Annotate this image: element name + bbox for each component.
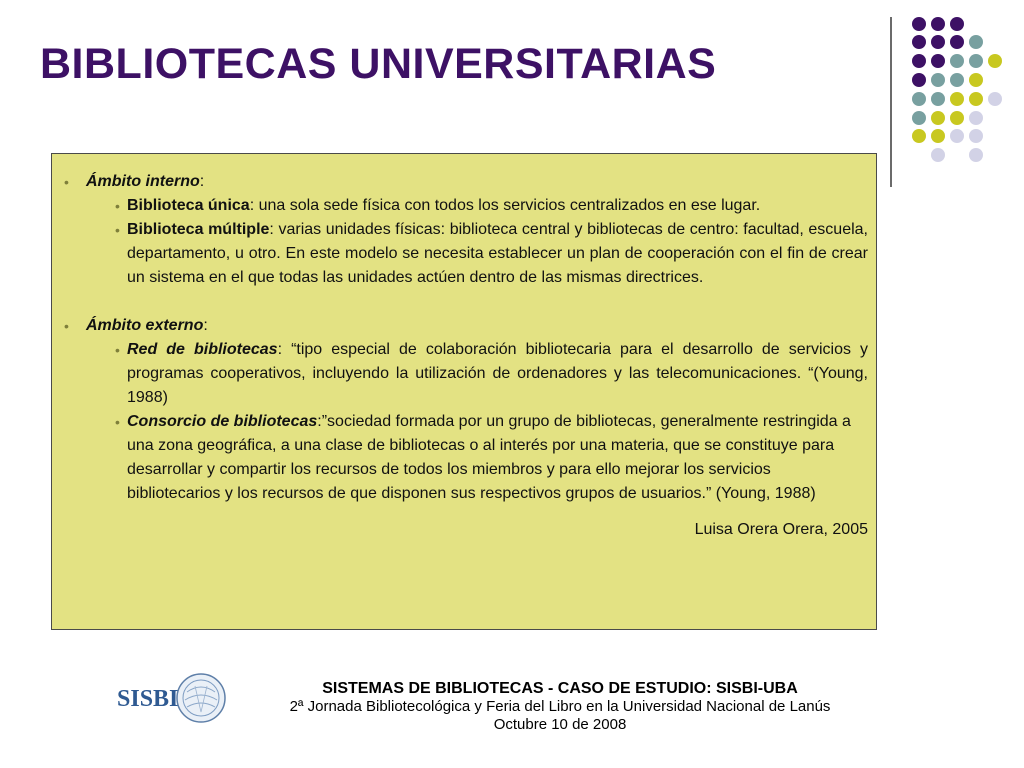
footer-subtitle: 2ª Jornada Bibliotecológica y Feria del Libro en la Universidad Nacional de Lanús: [289, 698, 831, 715]
decorative-dot: [950, 17, 964, 31]
spacer: [60, 290, 868, 314]
section-heading-external: [60, 314, 868, 338]
decorative-dot: [931, 54, 945, 68]
item-term: Biblioteca múltiple: [127, 221, 270, 238]
sisbi-logo-graphic: [115, 672, 230, 724]
decorative-dot: [912, 17, 926, 31]
decorative-divider: [890, 17, 892, 187]
decorative-dot: [912, 111, 926, 125]
section-heading-text: Ámbito interno: [86, 173, 200, 190]
bullet-icon: •: [115, 342, 120, 358]
list-item: [60, 338, 868, 410]
decorative-dot: [912, 92, 926, 106]
bullet-icon: •: [64, 174, 69, 190]
sisbi-logo: [115, 672, 230, 724]
decorative-dot: [931, 148, 945, 162]
decorative-dot: [988, 54, 1002, 68]
decorative-dot: [950, 111, 964, 125]
decorative-dot: [912, 54, 926, 68]
decorative-dot: [912, 129, 926, 143]
decorative-dot: [950, 35, 964, 49]
list-item: [60, 194, 868, 218]
bullet-icon: •: [115, 198, 120, 214]
decorative-dot: [931, 35, 945, 49]
decorative-dot: [931, 17, 945, 31]
slide-title: BIBLIOTECAS UNIVERSITARIAS: [40, 40, 717, 88]
decorative-dot: [912, 73, 926, 87]
decorative-dot: [969, 129, 983, 143]
list-item: [60, 410, 868, 506]
footer-date: Octubre 10 de 2008: [493, 716, 627, 733]
bullet-icon: •: [115, 222, 120, 238]
decorative-dot: [969, 148, 983, 162]
bullet-icon: •: [115, 414, 120, 430]
decorative-dot: [969, 54, 983, 68]
section-heading-internal: [60, 170, 868, 194]
decorative-dot: [988, 92, 1002, 106]
heading-suffix: :: [203, 317, 208, 334]
item-term: Red de bibliotecas: [127, 341, 278, 358]
item-term: Biblioteca única: [127, 197, 250, 214]
decorative-dot: [950, 54, 964, 68]
decorative-dot: [969, 73, 983, 87]
item-term: Consorcio de bibliotecas: [127, 413, 318, 430]
decorative-dot: [950, 73, 964, 87]
item-text: : “tipo especial de colaboración bibliotecaria para el desarrollo de servicios y programas cooperativos, incluyendo la utilización de ordenadores y las telecomunicaciones. “(Young, 1988): [127, 341, 869, 406]
decorative-dot: [969, 35, 983, 49]
item-text: : una sola sede física con todos los servicios centralizados en ese lugar.: [249, 197, 761, 214]
decorative-dot: [931, 73, 945, 87]
bullet-icon: •: [64, 318, 69, 334]
citation-signature: Luisa Orera Orera, 2005: [694, 521, 868, 538]
footer: [250, 680, 870, 734]
item-text: :”sociedad formada por un grupo de bibliotecas, generalmente restringida a una zona geográfica, a una clase de bibliotecas o al interés por una materia, que se constituye para desarrollar y compartir los recursos de todos los miembros y para ello mejorar los servicios bibliotecarios y los recursos de que disponen sus respectivos grupos de usuarios.” (Young, 1988): [127, 413, 851, 502]
item-text: : varias unidades físicas: biblioteca central y bibliotecas de centro: facultad, escuela, departamento, u otro. En este modelo se necesita establecer un plan de cooperación con el fin de crear un sistema en el que todas las unidades actúen dentro de las mismas directrices.: [127, 221, 868, 286]
decorative-dot: [950, 129, 964, 143]
logo-wordmark: SISBI: [117, 686, 179, 712]
decorative-dot: [969, 111, 983, 125]
footer-title: SISTEMAS DE BIBLIOTECAS - CASO DE ESTUDIO: SISBI-UBA: [322, 680, 798, 697]
heading-suffix: :: [199, 173, 205, 190]
list-item: [60, 218, 868, 290]
content-body: [60, 170, 868, 542]
decorative-dot: [931, 92, 945, 106]
decorative-dot: [950, 92, 964, 106]
section-heading-text: Ámbito externo: [86, 317, 204, 334]
decorative-dot: [931, 129, 945, 143]
decorative-dot: [912, 35, 926, 49]
decorative-dot: [969, 92, 983, 106]
content-box: [51, 153, 877, 630]
decorative-dot: [931, 111, 945, 125]
